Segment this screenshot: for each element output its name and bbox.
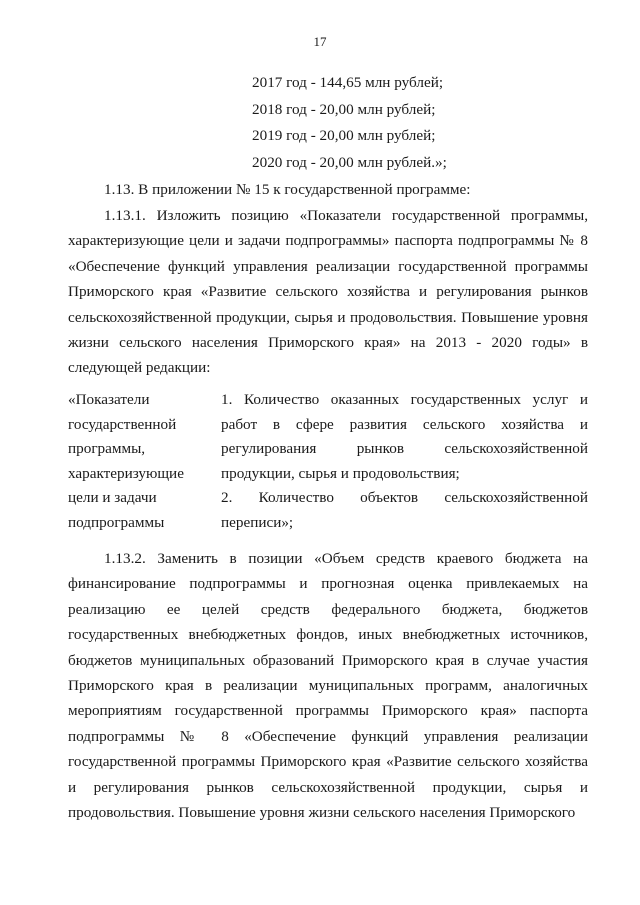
indicators-label-line: государственной xyxy=(68,415,177,433)
indicators-label-line: характеризующие xyxy=(68,464,184,482)
budget-lines xyxy=(252,70,447,176)
indicator-item-1: 1. Количество оказанных государственных услуг и работ в сфере развития сельского хозяйства и регулирования рынков сельскохозяйственной продукции, сырья и продовольствия; xyxy=(221,391,588,482)
indicator-item-2: 2. Количество объектов сельскохозяйственной переписи»; xyxy=(221,489,588,531)
indicators-label xyxy=(68,388,218,535)
indicators-values xyxy=(221,388,588,535)
budget-line-2020: 2020 год - 20,00 млн рублей.»; xyxy=(252,153,447,171)
budget-line-2017: 2017 год - 144,65 млн рублей; xyxy=(252,74,444,91)
budget-line-2019: 2019 год - 20,00 млн рублей; xyxy=(252,127,436,144)
indicators-label-line: цели и задачи xyxy=(68,489,157,506)
paragraph-1-13-2: 1.13.2. Заменить в позиции «Объем средств краевого бюджета на финансирование подпрограммы и прогнозная оценка привлекаемых на реализацию ее целей средств федерального бюджета, бюджетов государственных внебюджетных фондов, иных внебюджетных источников, бюджетов муниципальных образований Приморского края в случае участия Приморского края в реализации муниципальных программ, аналогичных мероприятиям государственной программы Приморского края» паспорта подпрограммы № 8 «Обеспечение функций управления реализации государственной программы Приморского края «Развитие сельского хозяйства и регулирования рынков сельскохозяйственной продукции, сырья и продовольствия. Повышение уровня жизни сельского населения Приморского xyxy=(68,550,588,822)
page-number: 17 xyxy=(313,34,327,49)
section-heading: 1.13. В приложении № 15 к государственной программе: xyxy=(104,181,471,198)
indicators-label-line: подпрограммы xyxy=(68,513,165,531)
paragraph-1-13-1: 1.13.1. Изложить позицию «Показатели государственной программы, характеризующие цели и задачи подпрограммы» паспорта подпрограммы № 8 «Обеспечение функций управления реализации государственной программы Приморского края «Развитие сельского хозяйства и регулирования рынков сельскохозяйственной продукции, сырья и продовольствия. Повышение уровня жизни сельского населения Приморского края» на 2013 - 2020 годы» в следующей редакции: xyxy=(68,207,588,377)
indicators-label-line: программы, xyxy=(68,440,146,457)
budget-line-2018: 2018 год - 20,00 млн рублей; xyxy=(252,100,436,118)
indicators-label-line: «Показатели xyxy=(68,391,150,408)
